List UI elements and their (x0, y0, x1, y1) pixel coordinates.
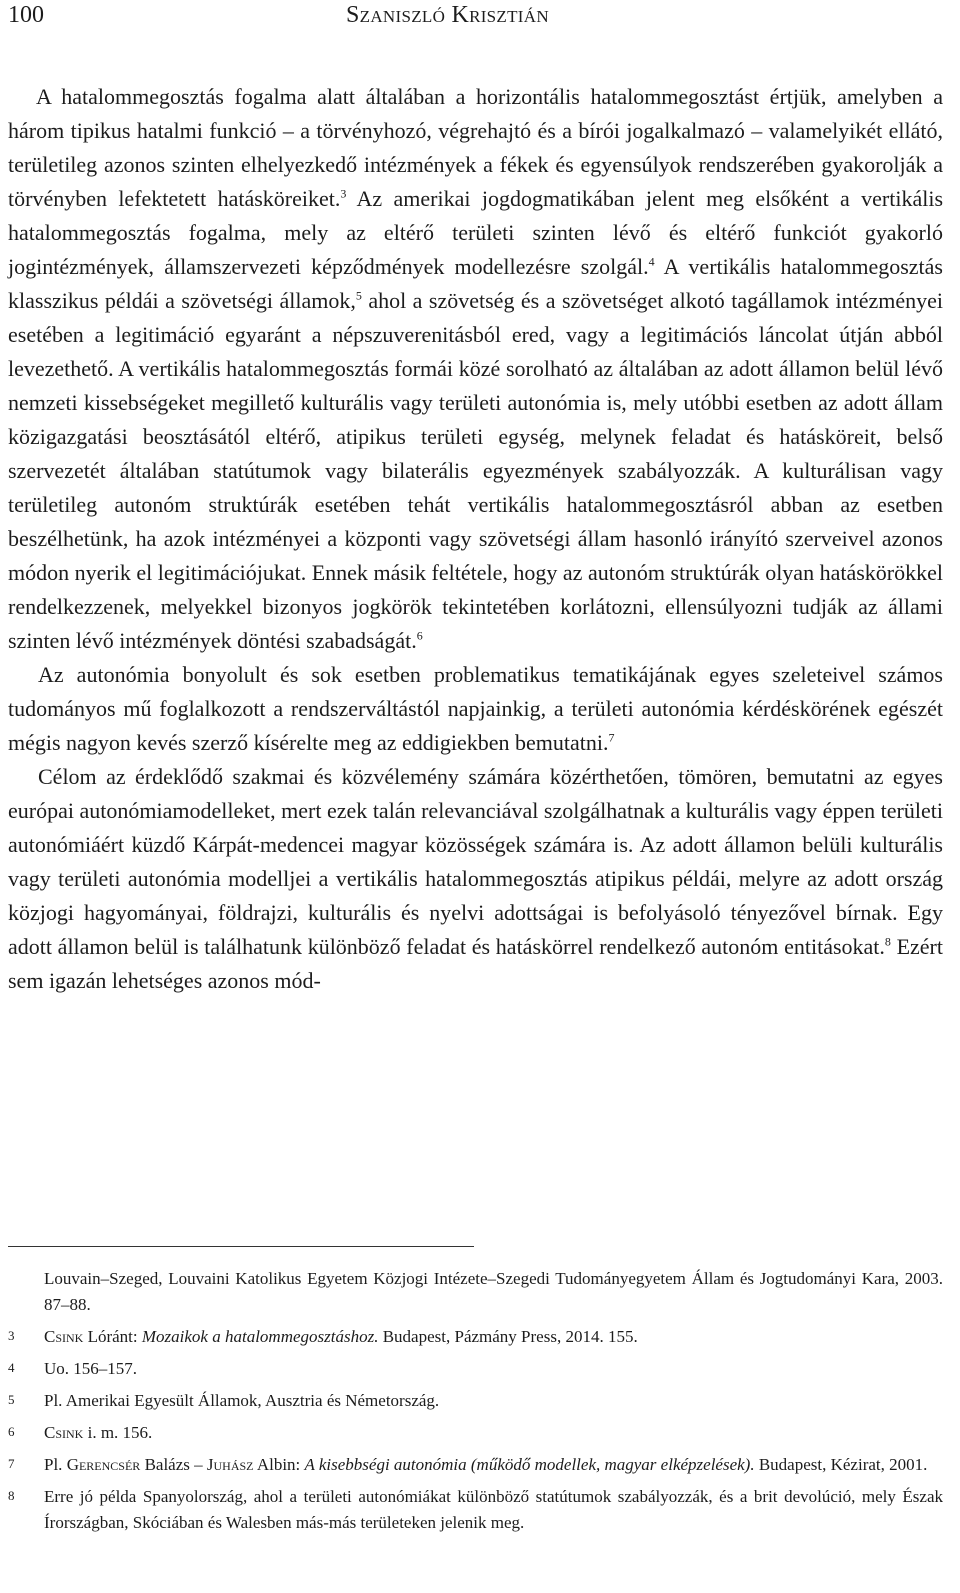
footnote-ref-5[interactable]: 5 (355, 288, 362, 303)
paragraph-1-text-d: ahol a szövetség és a szövetséget alkotó tagállamok intézményei esetében a legitimáció egyaránt a népszuverenitásból ered, vagy a legitimációs láncolat útján abból levezethető. A vertikális hatalommegosztás formái közé sorolható az általában az adott államon belül lévő nemzeti kissebségeket megillető kulturális vagy területi autonómia is, mely utóbbi esetben az adott állam közigazgatási beosztásától eltérő, atipikus területi egység, melynek feladat és hatásköreit, belső szervezetét általában statútumok vagy bilaterális egyezmények szabályozzák. A kulturálisan vagy területileg autonóm struktúrák esetében tehát vertikális hatalommegosztásról abban az esetben beszélhetünk, ha azok intézményei a központi vagy szövetségi állam hasonló irányító szerveivel azonos módon nyerik el legitimációjukat. Ennek másik feltétele, hogy az autonóm struktúrák olyan hatáskörökkel rendelkezzenek, melyekkel bizonyos jogkörök tekintetében korlátozni, ellensúlyozni tudják az állami szinten lévő intézmények döntési szabadságát. (8, 288, 943, 653)
footnote-number: 4 (8, 1360, 15, 1375)
paragraph-1-text-c: A vertikális hatalommegosztás klasszikus példái a szövetségi államok, (8, 254, 943, 313)
page-header (8, 0, 946, 38)
footnote-text: Erre jó példa Spanyolország, ahol a területi autonómiákat különböző statútumok szabályozzák, és a brit devolúció, mely Észak Írországban, Skóciában és Walesben más-más területeken jelenik meg. (44, 1487, 943, 1532)
footnote-ref-3[interactable]: 3 (340, 186, 347, 201)
footnote-separator (8, 1246, 474, 1247)
paragraph-2-text-a: Az autonómia bonyolult és sok esetben problematikus tematikájának egyes szeleteivel számos tudományos mű foglalkozott a rendszerváltástól napjainkig, a területi autonómia kérdéskörének egészét mégis nagyon kevés szerző kísérelte meg az eddigiekben bemutatni. (8, 662, 943, 755)
footnote-title: A kisebbségi autonómia (működő modellek, magyar elképzelések). (304, 1455, 755, 1474)
footnote-4 (8, 1356, 943, 1382)
footnote-ref-6[interactable]: 6 (416, 628, 423, 643)
footnote-text: Uo. 156–157. (44, 1359, 138, 1378)
footnote-6 (8, 1420, 943, 1446)
footnote-8 (8, 1484, 943, 1536)
footnote-7 (8, 1452, 943, 1478)
footnote-number: 3 (8, 1328, 15, 1343)
footnote-number: 5 (8, 1392, 15, 1407)
footnote-title: Mozaikok a hatalommegosztáshoz. (141, 1327, 379, 1346)
running-head: Szaniszló Krisztián (346, 2, 549, 28)
footnote-text: Lóránt: (83, 1327, 142, 1346)
page-number: 100 (8, 2, 44, 28)
footnote-3 (8, 1324, 943, 1350)
footnote-ref-8[interactable]: 8 (884, 934, 891, 949)
footnotes (8, 1266, 943, 1542)
paragraph-3 (8, 760, 943, 998)
footnote-text: Albin: (253, 1455, 305, 1474)
footnote-text: Balázs – (140, 1455, 207, 1474)
footnote-number: 6 (8, 1424, 15, 1439)
footnote-ref-4[interactable]: 4 (648, 254, 655, 269)
footnote-text: Pl. Amerikai Egyesült Államok, Ausztria és Németország. (44, 1391, 440, 1410)
footnote-author: Gerencsér (66, 1455, 141, 1474)
footnote-continuation-text: Louvain–Szeged, Louvaini Katolikus Egyetem Közjogi Intézete–Szegedi Tudományegyetem Állam és Jogtudományi Kara, 2003. 87–88. (44, 1269, 943, 1314)
footnote-text: Pl. (44, 1455, 67, 1474)
paragraph-1-text-a: A hatalommegosztás fogalma alatt általában a horizontális hatalommegosztást értjük, amelyben a három tipikus hatalmi funkció – a törvényhozó, végrehajtó és a bírói jogalkalmazó – valamelyikét ellátó, területileg azonos szinten elhelyezkedő intézmények a fékek és egyensúlyok rendszerében gyakorolják a törvényben lefektetett hatásköreiket. (8, 84, 943, 211)
footnote-author: Csink (44, 1327, 84, 1346)
paragraph-3-text-b: Ezért sem igazán lehetséges azonos mód- (8, 934, 943, 993)
paragraph-1 (8, 80, 943, 658)
footnote-5 (8, 1388, 943, 1414)
footnote-author: Juhász (206, 1455, 254, 1474)
paragraph-2 (8, 658, 943, 760)
footnote-number: 8 (8, 1488, 15, 1503)
main-text (8, 80, 943, 998)
footnote-text: i. m. 156. (83, 1423, 153, 1442)
paragraph-3-text-a: Célom az érdeklődő szakmai és közvélemény számára közérthetően, tömören, bemutatni az egyes európai autonómiamodelleket, mert ezek talán relevanciával szolgálhatnak a kulturális vagy éppen területi autonómiáért küzdő Kárpát-medencei magyar közösségek számára is. Az adott államon belüli kulturális vagy területi autonómia modelljei a vertikális hatalommegosztás atipikus példái, melyre az adott ország közjogi hagyományai, földrajzi, kulturális és nyelvi adottságai is befolyásoló tényezővel bírnak. Egy adott államon belül is találhatunk különböző feladat és hatáskörrel rendelkező autonóm entitásokat. (8, 764, 943, 959)
footnote-text: Budapest, Kézirat, 2001. (754, 1455, 928, 1474)
footnote-number: 7 (8, 1456, 15, 1471)
footnote-text: Budapest, Pázmány Press, 2014. 155. (378, 1327, 638, 1346)
footnote-ref-7[interactable]: 7 (608, 730, 615, 745)
paragraph-1-text-b: Az amerikai jogdogmatikában jelent meg elsőként a vertikális hatalommegosztás fogalma, mely az eltérő területi szinten lévő és eltérő funkciót gyakorló jogintézmények, államszervezeti képződmények modellezésre szolgál. (8, 186, 944, 279)
footnote-author: Csink (44, 1423, 84, 1442)
footnote-continuation (8, 1266, 943, 1318)
